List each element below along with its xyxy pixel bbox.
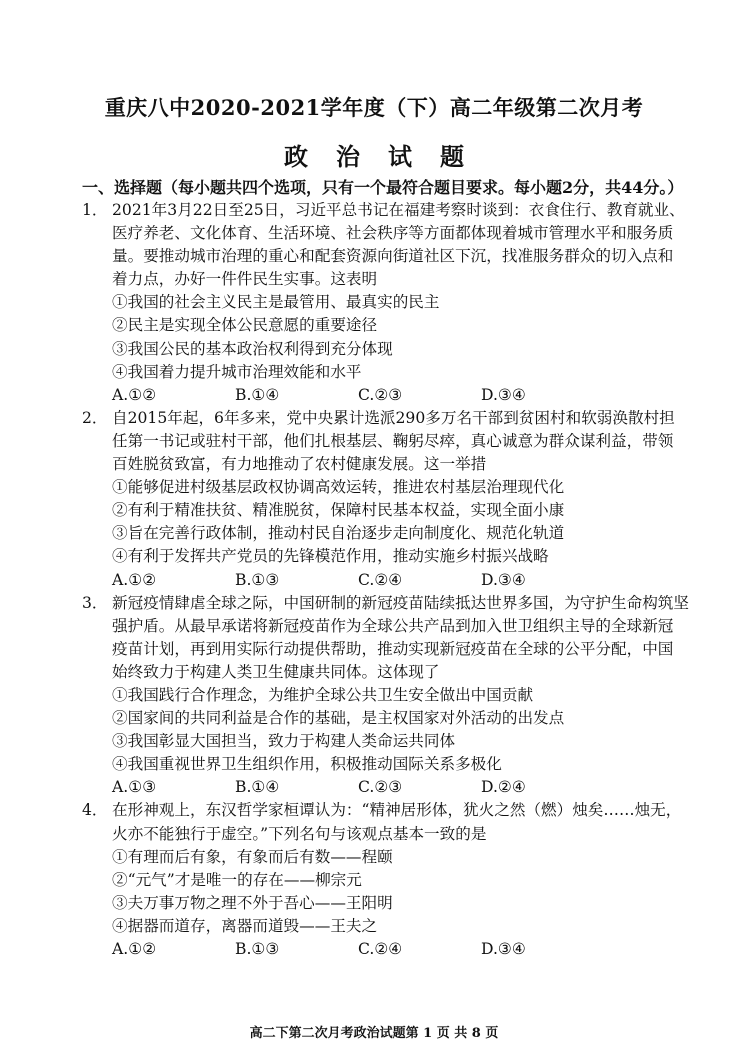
statement: ③我国彰显大国担当，致力于构建人类命运共同体 (112, 732, 456, 751)
statement: ②“元气”才是唯一的存在——柳宗元 (112, 870, 362, 889)
stem-text: 医疗养老、文化体育、生活环境、社会秩序等方面都体现着城市管理水平和服务质 (112, 224, 674, 243)
stem-text: 自2015年起，6年多来，党中央累计选派290多万名干部到贫困村和软弱涣散村担 (112, 408, 675, 427)
question-stem-line (82, 661, 682, 684)
question-stem-line (82, 245, 682, 268)
question-list (82, 199, 689, 961)
exam-title: 重庆八中2020-2021学年度（下）高二年级第二次月考 (104, 95, 644, 120)
question-stem-line (82, 638, 682, 661)
question-stem-line (82, 407, 682, 430)
stem-text: 强护盾。从最早承诺将新冠疫苗作为全球公共产品到加入世卫组织主导的全球新冠 (112, 616, 674, 635)
answer-option: C.②③ (358, 778, 403, 797)
question-number: 3． (82, 593, 108, 612)
stem-text: 百姓脱贫致富，有力地推动了农村健康发展。这一举措 (112, 455, 487, 474)
statement: ③旨在完善行政体制，推动村民自治逐步走向制度化、规范化轨道 (112, 524, 565, 543)
stem-text: 任第一书记或驻村干部，他们扎根基层、鞠躬尽瘁，真心诚意为群众谋利益，带领 (112, 431, 674, 450)
question-stem-line (82, 799, 682, 822)
subject-char: 题 (440, 142, 464, 171)
statement: ②有利于精准扶贫、精准脱贫，保障村民基本权益，实现全面小康 (112, 501, 565, 520)
answer-options (82, 938, 682, 961)
question-3 (82, 592, 689, 800)
answer-options (82, 384, 682, 407)
statement: ③我国公民的基本政治权利得到充分体现 (112, 339, 393, 358)
question-1 (82, 199, 685, 407)
question-number: 1． (82, 201, 108, 219)
answer-option: A.①② (112, 570, 157, 589)
answer-option: B.①③ (235, 940, 280, 958)
answer-option: D.③④ (481, 940, 526, 958)
question-stem-line (82, 199, 685, 222)
question-2 (82, 407, 682, 592)
statement: ①能够促进村级基层政权协调高效运转，推进农村基层治理现代化 (112, 478, 565, 497)
section-heading: 一、选择题（每小题共四个选项，只有一个最符合题目要求。每小题2分，共44分。） (82, 178, 684, 197)
question-stem-line (82, 222, 682, 245)
subject-char: 治 (336, 142, 360, 171)
statement: ①我国践行合作理念，为维护全球公共卫生安全做出中国贡献 (112, 685, 534, 704)
answer-option: A.①② (112, 385, 157, 404)
statement: ③夫万事万物之理不外于吾心——王阳明 (112, 893, 393, 912)
stem-text: 始终致力于构建人类卫生健康共同体。这体现了 (112, 662, 440, 681)
answer-option: B.①③ (235, 570, 280, 589)
stem-text: 在形神观上，东汉哲学家桓谭认为：“精神居形体，犹火之然（燃）烛矣……烛无， (112, 801, 682, 820)
statement: ①有理而后有象，有象而后有数——程颐 (112, 847, 393, 866)
statement: ②民主是实现全体公民意愿的重要途径 (112, 316, 378, 335)
answer-option: D.②④ (481, 778, 526, 797)
answer-option: A.①② (112, 940, 157, 958)
subject-char: 试 (388, 142, 412, 171)
answer-option: B.①④ (235, 778, 280, 797)
answer-option: C.②④ (358, 940, 403, 958)
question-stem-line (82, 453, 682, 476)
page-footer: 高二下第二次月考政治试题第 1 页 共 8 页 (249, 1026, 499, 1041)
stem-text: 着力点，办好一件件民生实事。这表明 (112, 270, 378, 289)
stem-text: 2021年3月22日至25日，习近平总书记在福建考察时谈到：衣食住行、教育就业、 (112, 201, 685, 219)
answer-option: C.②③ (358, 385, 403, 404)
statement: ④有利于发挥共产党员的先锋模范作用，推动实施乡村振兴战略 (112, 547, 549, 566)
question-stem-line (82, 823, 682, 846)
question-number: 2． (82, 408, 108, 427)
question-stem-line (82, 268, 682, 291)
stem-text: 火亦不能独行于虚空。”下列名句与该观点基本一致的是 (112, 824, 487, 843)
subject-char: 政 (284, 142, 308, 171)
statement: ①我国的社会主义民主是最管用、最真实的民主 (112, 293, 440, 312)
question-stem-line (82, 592, 689, 615)
answer-options (82, 776, 682, 799)
answer-option: C.②④ (358, 570, 403, 589)
answer-option: B.①④ (235, 385, 280, 404)
question-stem-line (82, 615, 682, 638)
stem-text: 量。要推动城市治理的重心和配套资源向街道社区下沉，找准服务群众的切入点和 (112, 247, 674, 266)
answer-option: D.③④ (481, 385, 526, 404)
statement: ④我国重视世界卫生组织作用，积极推动国际关系多极化 (112, 755, 502, 774)
stem-text: 新冠疫情肆虐全球之际，中国研制的新冠疫苗陆续抵达世界多国，为守护生命构筑坚 (112, 593, 689, 612)
question-4 (82, 799, 682, 961)
answer-options (82, 569, 682, 592)
answer-option: D.③④ (481, 570, 526, 589)
statement: ②国家间的共同利益是合作的基础，是主权国家对外活动的出发点 (112, 709, 565, 728)
question-number: 4． (82, 801, 108, 820)
statement: ④据器而道存，离器而道毁——王夫之 (112, 916, 378, 935)
exam-subject (0, 137, 748, 172)
question-stem-line (82, 430, 682, 453)
answer-option: A.①③ (112, 778, 157, 797)
stem-text: 疫苗计划，再到用实际行动提供帮助，推动实现新冠疫苗在全球的公平分配，中国 (112, 639, 674, 658)
statement: ④我国着力提升城市治理效能和水平 (112, 362, 362, 381)
